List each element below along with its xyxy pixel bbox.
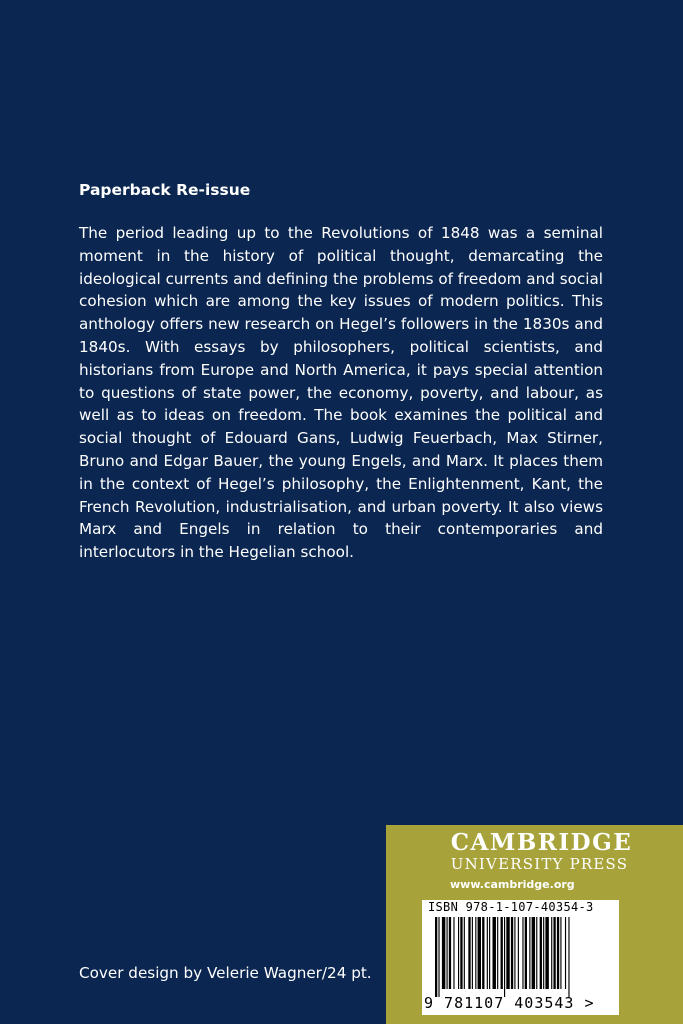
publisher-logo — [386, 830, 683, 873]
publisher-panel — [386, 825, 683, 1024]
publisher-subtitle: UNIVERSITY PRESS — [450, 855, 629, 873]
barcode-digits: 9 781107 403543 > — [424, 994, 595, 1012]
edition-label: Paperback Re-issue — [79, 181, 251, 199]
isbn-label: ISBN 978-1-107-40354-3 — [428, 900, 594, 914]
cover-credit: Cover design by Velerie Wagner/24 pt. — [79, 964, 372, 982]
barcode-icon — [435, 917, 611, 997]
description-text: The period leading up to the Revolutions of 1848 was a seminal moment in the history of political thought, demarcating the ideological currents and defining the problems of freedom and social cohesion which are among the key issues of modern politics. This anthology offers new research on Hegel’s followers in the 1830s and 1840s. With essays by philosophers, political scientists, and historians from Europe and North America, it pays special attention to questions of state power, the economy, poverty, and labour, as well as to ideas on freedom. The book examines the political and social thought of Edouard Gans, Ludwig Feuerbach, Max Stirner, Bruno and Edgar Bauer, the young Engels, and Marx. It places them in the context of Hegel’s philosophy, the Enlightenment, Kant, the French Revolution, industrialisation, and urban poverty. It also views Marx and Engels in relation to their contemporaries and interlocutors in the Hegelian school. — [79, 224, 603, 562]
barcode-box — [422, 900, 619, 1015]
publisher-name: CAMBRIDGE — [450, 829, 633, 856]
publisher-url: www.cambridge.org — [450, 878, 575, 891]
